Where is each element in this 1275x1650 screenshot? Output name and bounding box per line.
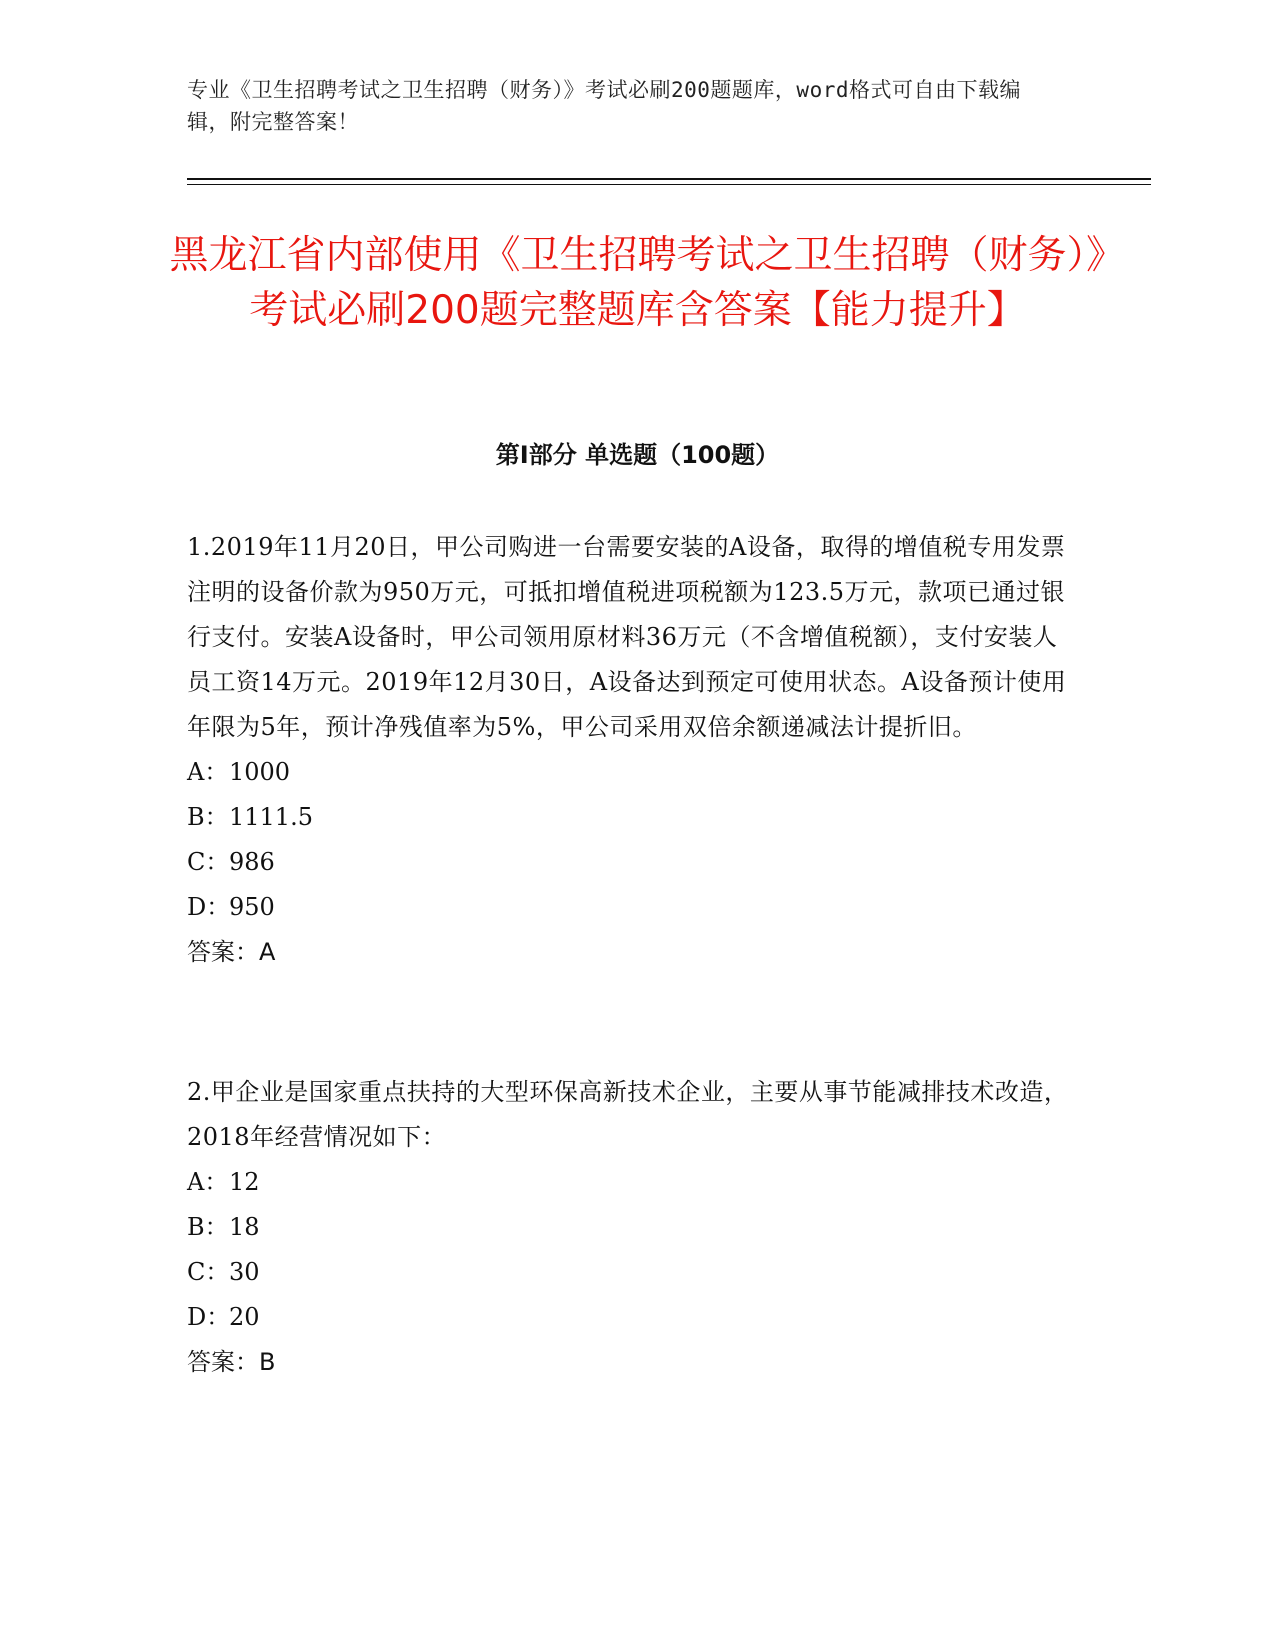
- header-rule-thick: [187, 178, 1151, 180]
- option-value: 986: [229, 848, 275, 876]
- option-value: 950: [229, 893, 275, 921]
- option-value: 18: [229, 1213, 260, 1241]
- option-key: B：: [187, 803, 229, 831]
- option-key: C：: [187, 848, 230, 876]
- option-d: [187, 1295, 1077, 1340]
- question-2: [187, 1070, 1077, 1385]
- option-key: D：: [187, 893, 231, 921]
- option-key: A：: [187, 1168, 229, 1196]
- option-value: 12: [229, 1168, 260, 1196]
- option-c: [187, 840, 1077, 885]
- option-key: B：: [187, 1213, 229, 1241]
- question-1: [187, 525, 1077, 975]
- option-d: [187, 885, 1077, 930]
- header-rule-thin: [187, 184, 1151, 185]
- option-value: 30: [229, 1258, 260, 1286]
- option-value: 20: [229, 1303, 260, 1331]
- option-a: [187, 1160, 1077, 1205]
- option-value: 1111.5: [229, 803, 313, 831]
- option-b: [187, 795, 1077, 840]
- option-key: A：: [187, 758, 229, 786]
- option-key: C：: [187, 1258, 230, 1286]
- section-title: 第Ⅰ部分 单选题（100题）: [495, 441, 780, 469]
- header-note: 专业《卫生招聘考试之卫生招聘（财务）》考试必刷200题题库，word格式可自由下载编辑，附完整答案！: [187, 78, 1021, 134]
- option-key: D：: [187, 1303, 231, 1331]
- question-stem: 1.2019年11月20日，甲公司购进一台需要安装的A设备，取得的增值税专用发票注明的设备价款为950万元，可抵扣增值税进项税额为123.5万元，款项已通过银行支付。安装A设备时，甲公司领用原材料36万元（不含增值税额），支付安装人员工资14万元。2019年12月30日，A设备达到预定可使用状态。A设备预计使用年限为5年，预计净残值率为5%，甲公司采用双倍余额递减法计提折旧。: [187, 533, 1067, 741]
- option-b: [187, 1205, 1077, 1250]
- option-value: 1000: [229, 758, 291, 786]
- answer-line: 答案：B: [187, 1348, 276, 1376]
- option-c: [187, 1250, 1077, 1295]
- answer-line: 答案：A: [187, 938, 276, 966]
- question-stem: 2.甲企业是国家重点扶持的大型环保高新技术企业，主要从事节能减排技术改造，2018年经营情况如下：: [187, 1078, 1069, 1151]
- document-title: 黑龙江省内部使用《卫生招聘考试之卫生招聘（财务）》考试必刷200题完整题库含答案【能力提升】: [169, 233, 1106, 333]
- option-a: [187, 750, 1077, 795]
